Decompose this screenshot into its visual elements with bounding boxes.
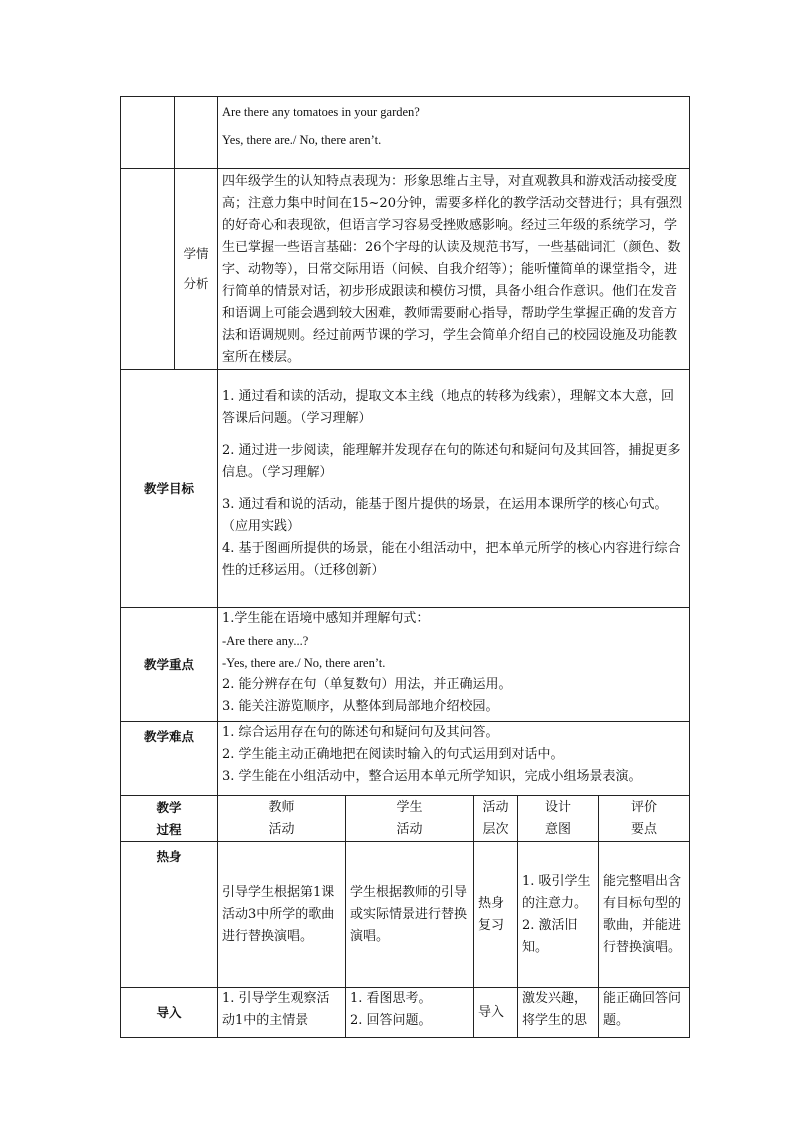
label-line: 学情 [183,246,209,261]
key-point-item: -Yes, there are./ No, there aren’t. [222,656,386,670]
stage-lead-in: 导入 [121,988,218,1038]
warmup-eval: 能完整唱出含有目标句型的歌曲，并能进行替换演唱。 [599,842,690,988]
blank-cell [175,97,218,169]
header-line: 意图 [544,821,571,837]
header-line: 活动 [482,799,509,815]
header-line: 过程 [156,821,182,837]
header-process [121,796,218,842]
student-line: 1. 看图思考。 [350,991,432,1006]
difficulty-item: 1. 综合运用存在句的陈述句和疑问句及其问答。 [222,725,499,740]
header-line: 教师 [268,799,295,815]
goal-item: 2. 通过进一步阅读，能理解并发现存在句的陈述句和疑问句及其回答，捕捉更多信息。（学习理解） [222,443,681,480]
key-point-item: 1.学生能在语境中感知并理解句式： [222,611,430,626]
difficulty-item: 3. 学生能在小组活动中，整合运用本单元所学知识，完成小组场景表演。 [222,769,642,784]
goal-item: 3. 通过看和说的活动，能基于图片提供的场景，在运用本课所学的核心句式。（应用实践） [222,497,668,534]
student-line: 2. 回答问题。 [350,1013,432,1028]
header-intent [518,796,599,842]
key-point-item: 3. 能关注游览顺序，从整体到局部地介绍校园。 [222,699,499,714]
warmup-level: 热身复习 [474,842,518,988]
key-points-content [218,608,690,722]
lead-student [346,988,474,1038]
lead-level: 导入 [474,988,518,1038]
goal-item: 1. 通过看和读的活动，提取文本主线（地点的转移为线索），理解文本大意，回答课后问题。（学习理解） [222,389,675,426]
header-line: 活动 [396,821,423,837]
header-teacher [218,796,346,842]
key-point-item: -Are there any...? [222,634,309,648]
goal-item: 4. 基于图画所提供的场景，能在小组活动中，把本单元所学的核心内容进行综合性的迁移运用。（迁移创新） [222,541,681,578]
warmup-intent [518,842,599,988]
header-level [474,796,518,842]
label-line: 分析 [183,276,209,291]
lead-teacher: 1. 引导学生观察活动1中的主情景 [218,988,346,1038]
sentence-answer: Yes, there are./ No, there aren’t. [222,133,382,147]
teaching-goals-content [218,370,690,608]
intent-line: 1. 吸引学生的注意力。 [522,873,591,911]
key-point-item: 2. 能分辨存在句（单复数句）用法，并正确运用。 [222,677,512,692]
header-line: 设计 [544,799,571,815]
teaching-goals-label: 教学目标 [121,370,218,608]
header-line: 评价 [631,799,658,815]
learner-analysis-label [175,169,218,370]
header-eval [599,796,690,842]
difficulties-label: 教学难点 [121,722,218,796]
key-points-label: 教学重点 [121,608,218,722]
header-line: 教学 [156,799,182,815]
header-line: 活动 [268,821,295,837]
sentence-question: Are there any tomatoes in your garden? [222,105,420,119]
header-line: 要点 [631,821,658,837]
header-student [346,796,474,842]
stage-warmup: 热身 [121,842,218,988]
warmup-student: 学生根据教师的引导或实际情景进行替换演唱。 [346,842,474,988]
difficulties-content [218,722,690,796]
lead-intent: 激发兴趣，将学生的思 [518,988,599,1038]
blank-cell [121,169,175,370]
lead-eval: 能正确回答问题。 [599,988,690,1038]
target-sentences [218,97,690,169]
blank-cell [121,97,175,169]
warmup-teacher: 引导学生根据第1课活动3中所学的歌曲进行替换演唱。 [218,842,346,988]
learner-analysis-text: 四年级学生的认知特点表现为：形象思维占主导，对直观教具和游戏活动接受度高；注意力集中时间在15~20分钟，需要多样化的教学活动交替进行；具有强烈的好奇心和表现欲，但语言学习容易受挫败感影响。经过三年级的系统学习，学生已掌握一些语言基础：26个字母的认读及规范书写，一些基础词汇（颜色、数字、动物等），日常交际用语（问候、自我介绍等）；能听懂简单的课堂指令，进行简单的情景对话，初步形成跟读和模仿习惯，具备小组合作意识。他们在发音和语调上可能会遇到较大困难，教师需要耐心指导，帮助学生掌握正确的发音方法和语调规则。经过前两节课的学习，学生会简单介绍自己的校园设施及功能教室所在楼层。 [218,169,690,370]
lesson-plan-table [120,96,690,1038]
difficulty-item: 2. 学生能主动正确地把在阅读时输入的句式运用到对话中。 [222,747,564,762]
intent-line: 2. 激活旧知。 [522,917,578,955]
header-line: 层次 [482,821,509,837]
header-line: 学生 [396,799,423,815]
